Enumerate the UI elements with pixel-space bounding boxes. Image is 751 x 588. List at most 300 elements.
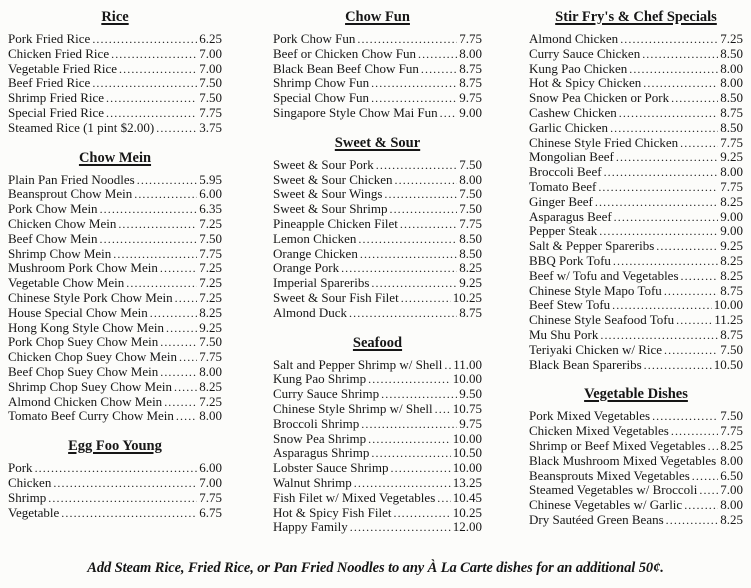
item-price: 10.00 <box>452 371 482 387</box>
menu-item <box>273 417 482 432</box>
menu-item <box>273 47 482 62</box>
item-price: 7.50 <box>199 90 222 106</box>
section-title: Rice <box>101 9 129 25</box>
dot-leader <box>384 187 457 201</box>
item-name: Pork Chop Suey Chow Mein <box>8 334 159 350</box>
item-price: 8.75 <box>720 326 743 342</box>
menu-item <box>8 409 222 424</box>
item-name: Shrimp or Beef Mixed Vegetables <box>529 437 706 453</box>
dot-leader <box>435 402 451 416</box>
item-name: Black Bean Beef Chow Fun <box>273 60 419 76</box>
item-name: Salt and Pepper Shrimp w/ Shell <box>273 356 443 372</box>
dot-leader <box>652 409 718 423</box>
dot-leader <box>598 180 718 194</box>
item-name: Lemon Chicken <box>273 230 357 246</box>
menu-item <box>529 439 743 454</box>
menu-column <box>273 8 482 535</box>
menu-item <box>8 187 222 202</box>
dot-leader <box>708 439 719 453</box>
item-price: 10.00 <box>452 460 482 476</box>
item-price: 7.50 <box>459 201 482 217</box>
dot-leader <box>604 165 719 179</box>
dot-leader <box>671 424 718 438</box>
dot-leader <box>100 202 198 216</box>
item-price: 8.75 <box>720 104 743 120</box>
dot-leader <box>371 276 457 290</box>
item-name: Mushroom Pork Chow Mein <box>8 260 158 276</box>
menu-item <box>273 520 482 535</box>
dot-leader <box>681 269 719 283</box>
menu-item <box>8 202 222 217</box>
item-name: Pork Mixed Vegetables <box>529 408 651 424</box>
item-name: Beef w/ Tofu and Vegetables <box>529 267 679 283</box>
item-name: Mongolian Beef <box>529 149 614 165</box>
item-price: 8.00 <box>720 75 743 91</box>
section-title: Egg Foo Young <box>68 438 162 455</box>
dot-leader <box>358 232 457 246</box>
item-price: 9.25 <box>720 149 743 165</box>
menu-item <box>8 247 222 262</box>
item-price: 6.35 <box>199 201 222 217</box>
item-name: Hong Kong Style Chow Mein <box>8 319 164 335</box>
item-name: Chicken Chop Suey Chow Mein <box>8 349 177 365</box>
dot-leader <box>644 358 712 372</box>
item-name: Kung Pao Chicken <box>529 60 628 76</box>
dot-leader <box>440 106 458 120</box>
item-price: 8.00 <box>720 164 743 180</box>
item-name: Tomato Beef Curry Chow Mein <box>8 408 174 424</box>
dot-leader <box>349 306 457 320</box>
menu-item <box>529 76 743 91</box>
dot-leader <box>166 321 197 335</box>
dot-leader <box>400 217 457 231</box>
item-name: House Special Chow Mein <box>8 304 148 320</box>
item-price: 8.00 <box>199 363 222 379</box>
item-price: 8.00 <box>720 452 743 468</box>
item-name: Shrimp <box>8 489 47 505</box>
dot-leader <box>664 343 718 357</box>
dot-leader <box>656 239 718 253</box>
item-name: Shrimp Chop Suey Chow Mein <box>8 378 172 394</box>
item-price: 8.25 <box>199 304 222 320</box>
menu-section <box>273 8 482 121</box>
dot-leader <box>61 506 197 520</box>
item-name: Hot & Spicy Fish Filet <box>273 504 392 520</box>
item-name: Shrimp Chow Mein <box>8 245 112 261</box>
item-price: 8.75 <box>459 304 482 320</box>
item-price: 7.75 <box>199 245 222 261</box>
item-name: Singapore Style Chow Mai Fun <box>273 104 438 120</box>
dot-leader <box>666 513 719 527</box>
menu-section <box>8 437 222 520</box>
menu-item <box>529 32 743 47</box>
item-name: Vegetable Chow Mein <box>8 275 125 291</box>
dot-leader <box>48 491 197 505</box>
dot-leader <box>361 417 457 431</box>
menu-item <box>273 387 482 402</box>
item-price: 7.00 <box>199 45 222 61</box>
item-price: 7.50 <box>199 230 222 246</box>
item-price: 7.00 <box>199 474 222 490</box>
dot-leader <box>371 446 450 460</box>
menu-item <box>8 91 222 106</box>
item-price: 8.50 <box>459 230 482 246</box>
item-name: Shrimp Chow Fun <box>273 75 370 91</box>
item-name: Beef Fried Rice <box>8 75 91 91</box>
item-price: 8.50 <box>459 245 482 261</box>
dot-leader <box>354 476 451 490</box>
item-name: Lobster Sauce Shrimp <box>273 460 389 476</box>
item-price: 13.25 <box>452 474 482 490</box>
item-price: 8.00 <box>199 408 222 424</box>
item-price: 9.00 <box>720 223 743 239</box>
dot-leader <box>100 232 198 246</box>
item-price: 7.75 <box>720 423 743 439</box>
item-price: 11.00 <box>453 356 482 372</box>
item-name: Tomato Beef <box>529 178 597 194</box>
dot-leader <box>614 210 719 224</box>
item-price: 9.00 <box>459 104 482 120</box>
dot-leader <box>692 469 718 483</box>
item-name: Chicken <box>8 474 52 490</box>
dot-leader <box>664 284 718 298</box>
item-price: 9.25 <box>720 238 743 254</box>
item-name: Chinese Style Fried Chicken <box>529 134 679 150</box>
item-price: 7.50 <box>199 75 222 91</box>
item-price: 8.75 <box>720 282 743 298</box>
section-title: Vegetable Dishes <box>584 386 688 403</box>
menu-item <box>8 32 222 47</box>
menu-item <box>8 261 222 276</box>
item-price: 8.50 <box>720 119 743 135</box>
item-price: 8.00 <box>459 45 482 61</box>
item-price: 7.25 <box>199 215 222 231</box>
dot-leader <box>401 291 451 305</box>
item-name: Broccoli Beef <box>529 164 602 180</box>
dot-leader <box>684 498 718 512</box>
dot-leader <box>134 187 197 201</box>
menu-item <box>8 121 222 136</box>
menu-item <box>273 461 482 476</box>
item-name: Pork Chow Fun <box>273 31 356 46</box>
dot-leader <box>671 91 718 105</box>
menu-item <box>529 180 743 195</box>
menu-item <box>529 47 743 62</box>
menu-item <box>529 62 743 77</box>
item-price: 8.50 <box>720 90 743 106</box>
dot-leader <box>106 91 197 105</box>
item-name: Garlic Chicken <box>529 119 609 135</box>
dot-leader <box>174 380 197 394</box>
item-price: 7.75 <box>199 349 222 365</box>
section-title: Chow Fun <box>345 9 410 25</box>
dot-leader <box>35 461 198 475</box>
dot-leader <box>160 335 197 349</box>
item-name: Teriyaki Chicken w/ Rice <box>529 341 663 357</box>
dot-leader <box>371 76 457 90</box>
menu-item <box>273 291 482 306</box>
item-price: 7.25 <box>199 275 222 291</box>
item-price: 8.25 <box>720 252 743 268</box>
item-price: 6.75 <box>199 504 222 520</box>
item-price: 6.00 <box>199 460 222 476</box>
menu-item <box>8 350 222 365</box>
item-price: 6.00 <box>199 186 222 202</box>
dot-leader <box>391 461 451 475</box>
dot-leader <box>376 158 458 172</box>
menu-item <box>8 461 222 476</box>
section-title: Sweet & Sour <box>334 134 421 151</box>
item-name: Plain Pan Fried Noodles <box>8 171 135 187</box>
menu-item <box>8 306 222 321</box>
item-name: Steamed Rice (1 pint $2.00) <box>8 119 155 135</box>
item-name: Special Chow Fun <box>273 90 370 106</box>
item-price: 7.25 <box>199 393 222 409</box>
item-price: 8.75 <box>459 60 482 76</box>
section-title: Seafood <box>352 334 403 351</box>
menu-item <box>273 306 482 321</box>
menu-item <box>529 269 743 284</box>
dot-leader <box>126 276 197 290</box>
menu-item <box>529 343 743 358</box>
dot-leader <box>341 261 457 275</box>
dot-leader <box>368 372 451 386</box>
item-name: Chinese Style Mapo Tofu <box>529 282 662 298</box>
item-price: 7.75 <box>199 489 222 505</box>
menu-item <box>8 232 222 247</box>
item-price: 9.25 <box>199 319 222 335</box>
menu-column <box>529 8 743 535</box>
item-name: Orange Pork <box>273 260 340 276</box>
menu-item <box>273 446 482 461</box>
menu-item <box>273 173 482 188</box>
menu-item <box>8 321 222 336</box>
menu-item <box>8 365 222 380</box>
dot-leader <box>643 76 718 90</box>
menu-item <box>8 62 222 77</box>
menu-item <box>273 402 482 417</box>
menu-item <box>273 476 482 491</box>
menu-item <box>529 224 743 239</box>
dot-leader <box>612 298 712 312</box>
item-price: 10.00 <box>452 430 482 446</box>
section-title: Chow Mein <box>78 149 152 166</box>
dot-leader <box>179 350 197 364</box>
item-name: Asparagus Shrimp <box>273 445 370 461</box>
dot-leader <box>175 291 198 305</box>
menu-item <box>273 76 482 91</box>
item-name: Sweet & Sour Fish Filet <box>273 289 399 305</box>
item-name: Black Mushroom Mixed Vegetables <box>529 452 717 468</box>
item-price: 8.00 <box>459 171 482 187</box>
footer-note: Add Steam Rice, Fried Rice, or Pan Fried Noodles to any À La Carte dishes for an additional 50¢. <box>87 560 664 576</box>
item-name: Pineapple Chicken Filet <box>273 215 398 231</box>
item-price: 8.00 <box>720 497 743 513</box>
dot-leader <box>150 306 198 320</box>
menu-item <box>529 424 743 439</box>
item-name: Sweet & Sour Pork <box>273 156 374 172</box>
dot-leader <box>119 62 197 76</box>
item-name: Pork Chow Mein <box>8 201 98 217</box>
menu-item <box>8 476 222 491</box>
dot-leader <box>53 476 197 490</box>
item-price: 6.25 <box>199 31 222 46</box>
item-name: Chicken Fried Rice <box>8 45 110 61</box>
item-name: Almond Chicken <box>529 31 619 46</box>
item-name: Sweet & Sour Wings <box>273 186 383 202</box>
item-price: 9.00 <box>720 208 743 224</box>
item-name: Chinese Style Pork Chow Mein <box>8 289 173 305</box>
menu-item <box>8 106 222 121</box>
item-name: Almond Chicken Chow Mein <box>8 393 163 409</box>
item-name: Sweet & Sour Shrimp <box>273 201 388 217</box>
dot-leader <box>160 365 197 379</box>
item-price: 9.75 <box>459 90 482 106</box>
dot-leader <box>160 261 197 275</box>
menu-section <box>8 8 222 136</box>
item-name: Snow Pea Shrimp <box>273 430 367 446</box>
item-price: 6.50 <box>720 467 743 483</box>
dot-leader <box>113 247 197 261</box>
dot-leader <box>600 328 718 342</box>
item-name: Asparagus Beef <box>529 208 612 224</box>
item-price: 8.00 <box>720 60 743 76</box>
item-name: Beef Stew Tofu <box>529 297 611 313</box>
item-price: 11.25 <box>714 312 743 328</box>
menu-item <box>273 247 482 262</box>
menu-item <box>273 506 482 521</box>
item-name: Beef Chop Suey Chow Mein <box>8 363 159 379</box>
menu-item <box>529 483 743 498</box>
menu-item <box>529 254 743 269</box>
dot-leader <box>92 76 197 90</box>
item-price: 7.00 <box>720 482 743 498</box>
item-price: 10.25 <box>452 289 482 305</box>
menu-section <box>529 8 743 372</box>
item-price: 7.75 <box>199 104 222 120</box>
dot-leader <box>629 62 718 76</box>
menu-item <box>273 432 482 447</box>
menu-item <box>529 298 743 313</box>
item-price: 7.50 <box>720 408 743 424</box>
item-name: Curry Sauce Chicken <box>529 45 641 61</box>
dot-leader <box>393 506 450 520</box>
menu-item <box>529 358 743 373</box>
dot-leader <box>599 224 718 238</box>
menu-item <box>273 261 482 276</box>
menu-item <box>529 165 743 180</box>
menu-item <box>273 91 482 106</box>
menu-section <box>273 334 482 536</box>
menu-item <box>529 513 743 528</box>
menu-item <box>529 136 743 151</box>
item-price: 7.25 <box>199 289 222 305</box>
menu-section <box>529 385 743 527</box>
menu-item <box>273 62 482 77</box>
item-name: Walnut Shrimp <box>273 474 352 490</box>
menu-item <box>529 91 743 106</box>
menu-item <box>273 32 482 47</box>
item-name: Salt & Pepper Spareribs <box>529 238 655 254</box>
dot-leader <box>357 32 457 46</box>
menu-item <box>8 380 222 395</box>
item-name: Steamed Vegetables w/ Broccoli <box>529 482 698 498</box>
item-price: 8.50 <box>720 45 743 61</box>
menu-item <box>273 232 482 247</box>
item-price: 10.45 <box>452 489 482 505</box>
dot-leader <box>381 387 457 401</box>
item-price: 10.00 <box>713 297 743 313</box>
item-name: Chinese Style Seafood Tofu <box>529 312 675 328</box>
menu-item <box>8 335 222 350</box>
item-price: 7.50 <box>199 334 222 350</box>
menu-item <box>273 106 482 121</box>
item-name: Hot & Spicy Chicken <box>529 75 642 91</box>
item-name: Beef Chow Mein <box>8 230 98 246</box>
item-price: 10.50 <box>713 356 743 372</box>
item-name: Curry Sauce Shrimp <box>273 386 380 402</box>
menu-section <box>273 134 482 321</box>
item-price: 10.75 <box>452 400 482 416</box>
dot-leader <box>176 409 197 423</box>
item-name: Chicken Chow Mein <box>8 215 117 231</box>
dot-leader <box>418 47 457 61</box>
dot-leader <box>156 121 197 135</box>
item-name: Beansprouts Mixed Vegetables <box>529 467 690 483</box>
dot-leader <box>613 254 718 268</box>
dot-leader <box>395 173 458 187</box>
menu-item <box>529 210 743 225</box>
item-name: Broccoli Shrimp <box>273 415 360 431</box>
menu-item <box>8 76 222 91</box>
menu-item <box>529 239 743 254</box>
item-price: 5.95 <box>199 171 222 187</box>
item-price: 9.50 <box>459 386 482 402</box>
item-name: Orange Chicken <box>273 245 358 261</box>
dot-leader <box>619 106 719 120</box>
item-name: Pork <box>8 460 33 476</box>
item-name: Dry Sautéed Green Beans <box>529 511 664 527</box>
dot-leader <box>680 136 718 150</box>
item-name: Almond Duck <box>273 304 348 320</box>
item-price: 7.75 <box>459 215 482 231</box>
item-name: Imperial Spareribs <box>273 275 370 291</box>
item-name: Mu Shu Pork <box>529 326 599 342</box>
menu-item <box>529 106 743 121</box>
item-price: 7.00 <box>199 60 222 76</box>
menu-item <box>8 291 222 306</box>
item-price: 7.50 <box>459 156 482 172</box>
dot-leader <box>360 247 457 261</box>
dot-leader <box>620 32 718 46</box>
item-name: Beef or Chicken Chow Fun <box>273 45 416 61</box>
menu-item <box>273 158 482 173</box>
menu-item <box>529 469 743 484</box>
menu-item <box>8 173 222 188</box>
item-name: Vegetable <box>8 504 60 520</box>
item-price: 3.75 <box>199 119 222 135</box>
menu-item <box>273 372 482 387</box>
menu-item <box>8 217 222 232</box>
menu-item <box>273 491 482 506</box>
item-price: 8.25 <box>720 193 743 209</box>
menu-item <box>8 491 222 506</box>
item-name: Black Bean Spareribs <box>529 356 642 372</box>
dot-leader <box>610 121 718 135</box>
dot-leader <box>595 195 718 209</box>
dot-leader <box>371 91 457 105</box>
menu-item <box>529 313 743 328</box>
